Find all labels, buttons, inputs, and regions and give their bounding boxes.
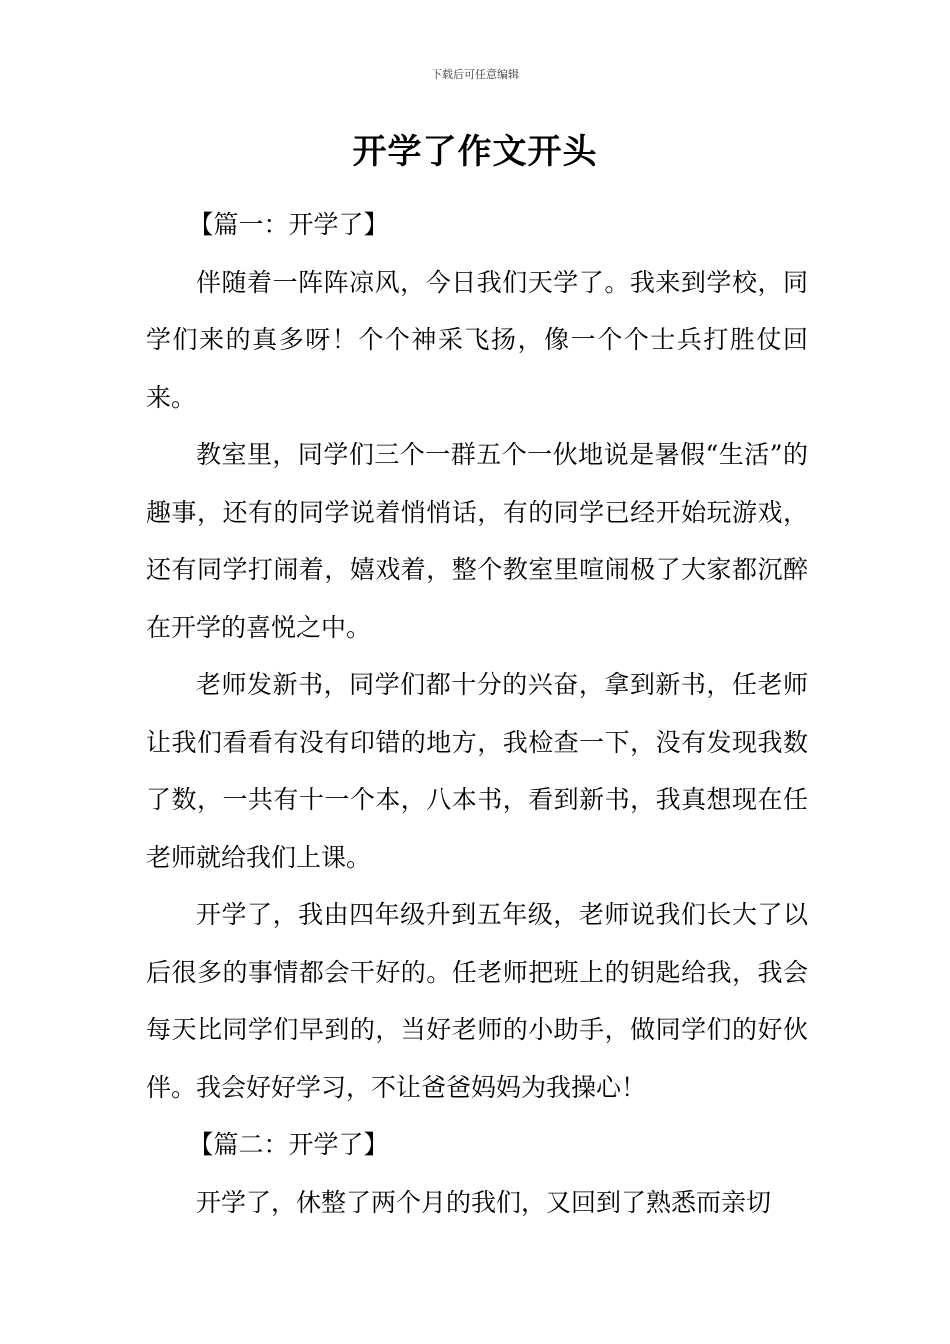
section-heading-2: 【篇二：开学了】 (188, 1130, 389, 1159)
paragraph: 教室里，同学们三个一群五个一伙地说是暑假“生活”的趣事，还有的同学说着悄悄话，有的同学已经开始玩游戏，还有同学打闹着，嬉戏着，整个教室里喧闹极了大家都沉醉在开学的喜悦之中。 (146, 440, 808, 642)
paragraph: 开学了，休整了两个月的我们，又回到了熟悉而亲切 (196, 1187, 772, 1217)
document-body (146, 196, 808, 1231)
paragraph: 开学了，我由四年级升到五年级，老师说我们长大了以后很多的事情都会干好的。任老师把班上的钥匙给我，我会每天比同学们早到的，当好老师的小助手，做同学们的好伙伴。我会好好学习，不让爸爸妈妈为我操心！ (146, 900, 808, 1102)
paragraph: 老师发新书，同学们都十分的兴奋，拿到新书，任老师让我们看看有没有印错的地方，我检查一下，没有发现我数了数，一共有十一个本，八本书，看到新书，我真想现在任老师就给我们上课。 (146, 670, 808, 872)
section-heading-1: 【篇一：开学了】 (188, 210, 389, 239)
paragraph: 伴随着一阵阵凉风，今日我们天学了。我来到学校，同学们来的真多呀！个个神采飞扬，像一个个士兵打胜仗回来。 (146, 267, 808, 412)
header-note: 下载后可任意编辑 (431, 68, 519, 81)
document-title: 开学了作文开头 (352, 132, 598, 172)
